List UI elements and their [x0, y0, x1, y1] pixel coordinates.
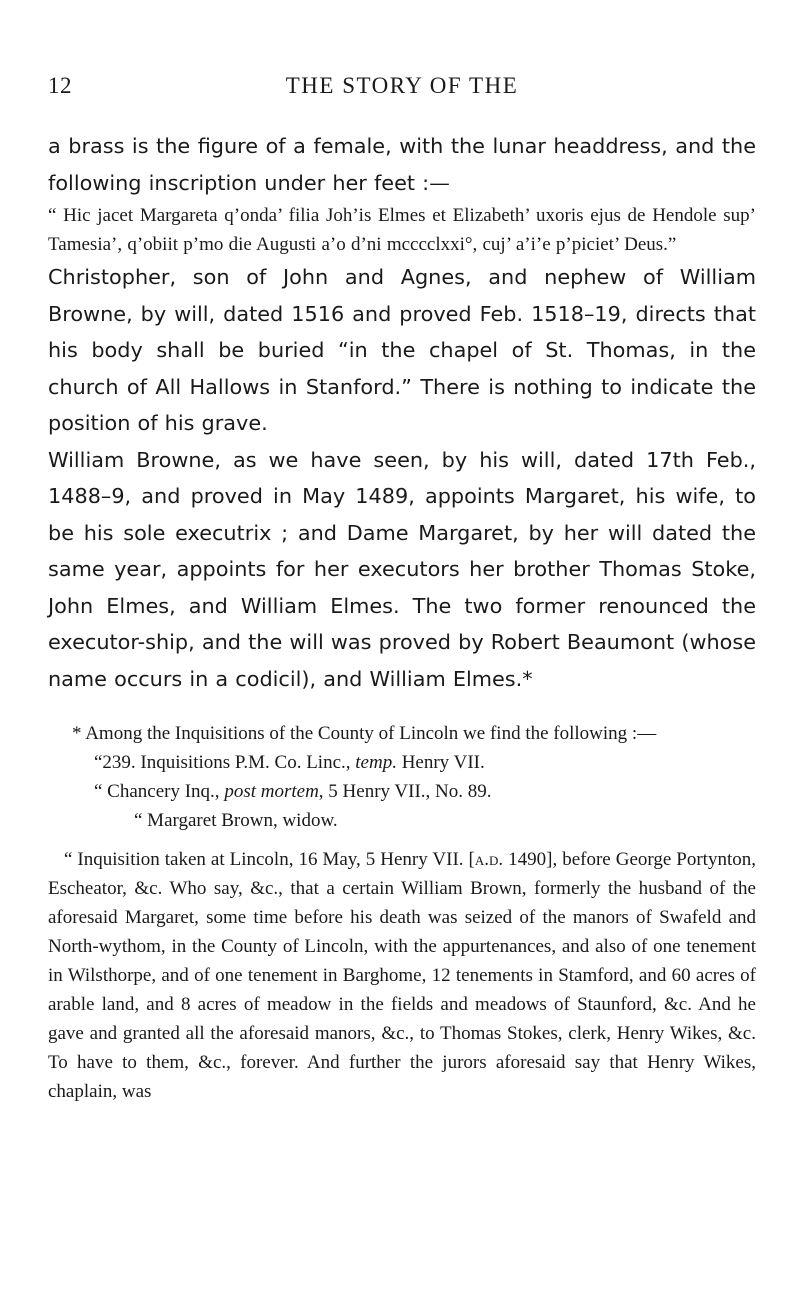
- footnote-line2-post: , 5 Henry VII., No. 89.: [318, 781, 492, 802]
- footnote-line-margaret: “ Margaret Brown, widow.: [134, 810, 338, 831]
- footnote-line-inquisitions: [48, 748, 756, 777]
- footnote-para-pre: “ Inquisition taken at Lincoln, 16 May, 5 Henry VII. [: [64, 849, 475, 870]
- running-head: [48, 73, 756, 103]
- footnote: [48, 719, 756, 1106]
- footnote-inquisition-paragraph: [48, 845, 756, 1106]
- footnote-para-ad: a.d.: [474, 849, 504, 870]
- footnote-line2-pre: “ Chancery Inq.,: [94, 781, 225, 802]
- footnote-para-post: 1490], before George Portynton, Escheator, &c. Who say, &c., that a certain William Brown, formerly the husband of the aforesaid Margaret, some time before his death was seized of the manors of Swafeld and North-wythom, in the County of Lincoln, with the appurtenances, and also of one tenement in Wilsthorpe, and of one tenement in Barghome, 12 tenements in Stamford, and 60 acres of arable land, and 8 acres of meadow in the fields and meadows of Staunford, &c. And he gave and granted all the aforesaid manors, &c., to Thomas Stokes, clerk, Henry Wikes, &c. To have to them, &c., forever. And further the jurors aforesaid say that Henry Wikes, chaplain, was: [48, 849, 756, 1102]
- footnote-line-chancery: [48, 777, 756, 806]
- footnote-intro: * Among the Inquisitions of the County of Lincoln we find the following :—: [72, 723, 657, 744]
- main-text: [48, 128, 756, 697]
- running-title: THE STORY OF THE: [285, 73, 519, 98]
- inscription-quote: “ Hic jacet Margareta q’onda’ filia Joh’is Elmes et Elizabeth’ uxoris ejus de Hendole sup’ Tamesia’, q’obiit p’mo die Augusti a’o d’ni mcccclxxi°, cuj’ a’i’e p’piciet’ Deus.”: [48, 205, 756, 255]
- page-number: 12: [48, 73, 72, 98]
- footnote-line1-em: temp.: [355, 752, 397, 773]
- footnote-line2-em: post mortem: [224, 781, 319, 802]
- paragraph-christopher: Christopher, son of John and Agnes, and nephew of William Browne, by will, dated 1516 and proved Feb. 1518–19, directs that his body shall be buried “in the chapel of St. Thomas, in the church of All Hallows in Stanford.” There is nothing to indicate the position of his grave.: [48, 265, 756, 435]
- paragraph-william-browne: William Browne, as we have seen, by his will, dated 17th Feb., 1488–9, and proved in May 1489, appoints Margaret, his wife, to be his sole executrix ; and Dame Margaret, by her will dated the same year, appoints for her executors her brother Thomas Stoke, John Elmes, and William Elmes. The two former renounced the executor-ship, and the will was proved by Robert Beaumont (whose name occurs in a codicil), and William Elmes.*: [48, 447, 756, 691]
- paragraph-brass: a brass is the figure of a female, with the lunar headdress, and the following inscription under her feet :—: [48, 134, 756, 195]
- footnote-line1-post: Henry VII.: [396, 752, 485, 773]
- book-page: [48, 0, 756, 1302]
- footnote-line1-pre: “239. Inquisitions P.M. Co. Linc.,: [94, 752, 356, 773]
